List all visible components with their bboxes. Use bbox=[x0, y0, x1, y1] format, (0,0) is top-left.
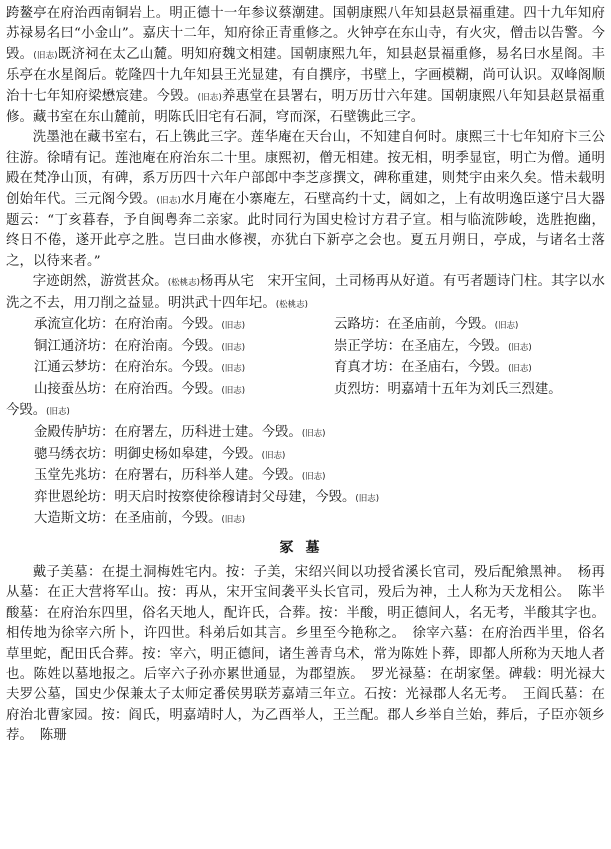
text-segment: 丰乐亭 bbox=[6, 46, 605, 84]
arch-description: ：在圣庙右，今毁。 bbox=[387, 360, 509, 376]
source-note: (旧志) bbox=[221, 364, 246, 375]
arch-entry bbox=[34, 509, 245, 531]
source-note: (旧志) bbox=[355, 493, 380, 504]
arch-entry bbox=[34, 423, 325, 445]
arch-row bbox=[6, 423, 605, 445]
arch-row bbox=[6, 315, 605, 337]
source-note: (旧志) bbox=[221, 515, 246, 526]
text-segment: 养惠堂 bbox=[221, 88, 264, 104]
text-segment: 戴子美墓：在提土洞梅姓宅内。按：子美，宋绍兴间以功授省溪长官司，殁后配飨黑神。 bbox=[32, 565, 564, 581]
source-note: (旧志) bbox=[33, 50, 58, 61]
text-segment: 在县署右，明万历廿六年建。国朝康熙八年知县赵景福重修。 bbox=[6, 88, 605, 126]
arch-description: ：明天启时按察使徐穆请封父母建，今毁。 bbox=[100, 489, 356, 505]
source-note: (松桃志) bbox=[275, 299, 308, 310]
arch-name: 贞烈坊 bbox=[334, 381, 375, 397]
arch-continuation bbox=[6, 401, 605, 423]
section-heading-tombs: 冢墓 bbox=[279, 540, 332, 557]
source-note: (旧志) bbox=[508, 342, 532, 353]
paragraph bbox=[6, 4, 605, 128]
arch-entry bbox=[34, 445, 285, 467]
arch-entry bbox=[34, 488, 379, 510]
arch-description: ：明御史杨如皋建，今毁。 bbox=[100, 446, 262, 462]
arch-row bbox=[6, 488, 605, 510]
arch-entry bbox=[334, 315, 605, 337]
source-note: (旧志) bbox=[261, 450, 286, 461]
arch-entry bbox=[334, 337, 605, 359]
arch-entry bbox=[34, 380, 334, 402]
arch-description: ：在府治东。今毁。 bbox=[100, 360, 222, 376]
arch-name: 玉堂先兆坊 bbox=[34, 468, 101, 484]
arch-row bbox=[6, 445, 605, 467]
text-segment: 莲华庵 bbox=[250, 130, 292, 146]
arch-description: ：在府署右，历科举人建。今毁。 bbox=[100, 468, 302, 484]
source-note: (旧志) bbox=[197, 92, 222, 103]
memorial-arch-list bbox=[6, 315, 605, 531]
arch-entry bbox=[334, 380, 605, 402]
arch-description: ：在府治南。今毁。 bbox=[100, 317, 222, 333]
arch-row bbox=[6, 358, 605, 380]
arch-name: 金殿传胪坊 bbox=[34, 425, 101, 441]
text-segment: 莲池庵 bbox=[114, 150, 156, 166]
text-segment: 字迹朗然，游赏甚众。 bbox=[32, 274, 168, 290]
source-note: (旧志) bbox=[221, 385, 246, 396]
arch-name: 山接蚕丛坊 bbox=[34, 381, 101, 397]
paragraph bbox=[6, 128, 605, 272]
source-note: (旧志) bbox=[221, 342, 246, 353]
arch-name: 崇正学坊 bbox=[334, 338, 388, 354]
text-segment: 在太乙山麓。明知府魏文相建。国朝康熙九年，知县赵景福重修，易名曰水星阁。 bbox=[98, 46, 592, 62]
text-segment: 在水星阁后。乾隆四十九年知县王光显建，有自撰序，书壁上，字画模糊，尚可认识。 bbox=[33, 68, 551, 84]
text-segment: 双峰阁 bbox=[550, 68, 592, 84]
text-segment: 杨再从墓：在正大营将军山。按：再从，宋开宝间袭平头长官司，殁后为神，土人称为天龙相公。 bbox=[6, 565, 605, 601]
text-segment: 在府治西南铜岩上。明正德十一年参议蔡潮建。国朝康熙八年知县赵景福重建。四十九年知府苏禄易名曰“小金山”。嘉庆十二年，知府徐正青重修之。 bbox=[6, 6, 605, 42]
arch-row bbox=[6, 337, 605, 359]
source-note: (旧志) bbox=[301, 472, 326, 483]
text-segment: 在藏书室右，石上镌此三字。 bbox=[73, 130, 251, 146]
text-segment: 王阎氏墓：在府治北曹家园。按：阎氏，明嘉靖时人，为乙酉举人，王兰配。郡人乡举自兰始，葬后，子臣亦领乡荐。 bbox=[6, 687, 605, 744]
text-segment: 在东山寺，有火灾，僧击以告警。今毁。 bbox=[6, 26, 605, 62]
arch-name: 大造斯文坊 bbox=[34, 511, 101, 527]
source-note: (旧志) bbox=[508, 364, 532, 375]
paragraph bbox=[6, 272, 605, 315]
source-note: (旧志) bbox=[301, 429, 326, 440]
arch-row bbox=[6, 380, 605, 402]
text-segment: 陈半酸墓：在府治东四里，俗名天地人，配许氏，合葬。按：半酸，明正德间人，名无考，半酸其字也。相传地为徐宰六所卜，许四世。科弟后如其言。乡里至今艳称之。 bbox=[6, 585, 605, 642]
text-segment: 水月庵 bbox=[180, 191, 223, 207]
arch-description: 今毁。 bbox=[6, 403, 47, 419]
arch-name: 弈世恩纶坊 bbox=[34, 489, 101, 505]
text-segment: 三元阁 bbox=[74, 191, 116, 207]
arch-description: ：在府治西。今毁。 bbox=[100, 381, 222, 397]
arch-description: ：在圣庙前，今毁。 bbox=[100, 511, 222, 527]
source-note: (旧志) bbox=[156, 195, 181, 206]
arch-description: ：在圣庙前，今毁。 bbox=[374, 317, 495, 333]
arch-description: ：在圣庙左，今毁。 bbox=[387, 338, 509, 354]
source-note: (旧志) bbox=[494, 321, 519, 332]
text-segment: 既济祠 bbox=[57, 46, 99, 62]
arch-name: 育真才坊 bbox=[334, 360, 388, 376]
text-segment: 在梵净山顶，有碑，系万历四十六年户部郎中李芝彦撰文，碑称重建，则梵宇由来久矣。惜未载明创始年代。 bbox=[6, 171, 605, 207]
source-note: (旧志) bbox=[221, 321, 246, 332]
arch-name: 骢马绣衣坊 bbox=[34, 446, 101, 462]
text-segment: 火钟亭 bbox=[346, 26, 388, 42]
arch-entry bbox=[334, 358, 605, 380]
arch-name: 承流宣化坊 bbox=[34, 317, 101, 333]
arch-description: ：在府署左，历科进士建。今毁。 bbox=[100, 425, 302, 441]
text-segment: 跨鳌亭 bbox=[6, 6, 47, 21]
text-segment: 在天台山，不知建自何时。康熙三十七年知府卞三公往游。徐晴有记。 bbox=[6, 130, 605, 166]
text-segment: 陈珊 bbox=[39, 728, 67, 744]
text-segment: 顺治十七年知府梁懋宸建。今毁。 bbox=[6, 68, 605, 104]
arch-description: ：明嘉靖十五年为刘氏三烈建。 bbox=[374, 381, 562, 397]
arch-entry bbox=[34, 337, 334, 359]
arch-name: 铜江通济坊 bbox=[34, 338, 101, 354]
source-note: (松桃志) bbox=[167, 278, 200, 289]
text-segment: 通明殿 bbox=[6, 150, 605, 187]
text-segment: 在府治东二十里。康熙初，僧无相建。按无相，明季显宦，明亡为僧。 bbox=[155, 150, 578, 166]
arch-row bbox=[6, 509, 605, 531]
arch-description: ：在府治南。今毁。 bbox=[100, 338, 222, 354]
arch-entry bbox=[34, 358, 334, 380]
arch-name: 江通云梦坊 bbox=[34, 360, 101, 376]
text-segment: 在小寨庵左，石壁高约十丈，阔如之，上有故明逸臣遂宁吕大器题云：“丁亥暮春，予自闽粤奔二亲家。此时同行为国史检讨方君子宣。相与临流陟峻，选胜抱幽，终日不倦，遂开此亭之胜。岂曰曲水修禊，亦犹白下新亭之会也。夏五月朔日，亭成，与诸名士落之，以待来者。” bbox=[6, 191, 605, 269]
text-segment: 洗墨池 bbox=[32, 130, 74, 146]
gazetteer-text bbox=[6, 4, 605, 315]
arch-entry bbox=[34, 466, 325, 488]
text-segment: 藏书室 bbox=[32, 110, 74, 126]
arch-name: 云路坊 bbox=[334, 317, 375, 333]
text-segment: 杨再从宅 宋开宝间，土司杨再从好道。有丐者题诗门柱。其字以水洗之不去，用刀削之益显。明洪武十四年圮。 bbox=[6, 274, 606, 311]
tombs-paragraph bbox=[6, 563, 605, 747]
arch-entry bbox=[34, 315, 334, 337]
source-note: (旧志) bbox=[46, 407, 70, 418]
text-segment: 在东山麓前，明陈氏旧宅有石洞，穹而深，石壁镌此三字。 bbox=[73, 110, 425, 126]
text-segment: 徐宰六墓：在府治西半里，俗名草里蛇，配田氏合葬。按：宰六，明正德间，诸生善青乌术，常为陈姓卜葬，即都人所称为天地人者也。陈姓以墓地报之。后宰六子孙亦累世通显，为郡望族。 bbox=[6, 626, 605, 683]
text-segment: 罗光禄墓：在胡家堡。碑载：明光禄大夫罗公墓，国史少保兼太子太师定番侯男联芳嘉靖三年立。石按：光禄郡人名无考。 bbox=[6, 667, 605, 703]
arch-row bbox=[6, 466, 605, 488]
text-segment: 今毁。 bbox=[115, 191, 157, 207]
